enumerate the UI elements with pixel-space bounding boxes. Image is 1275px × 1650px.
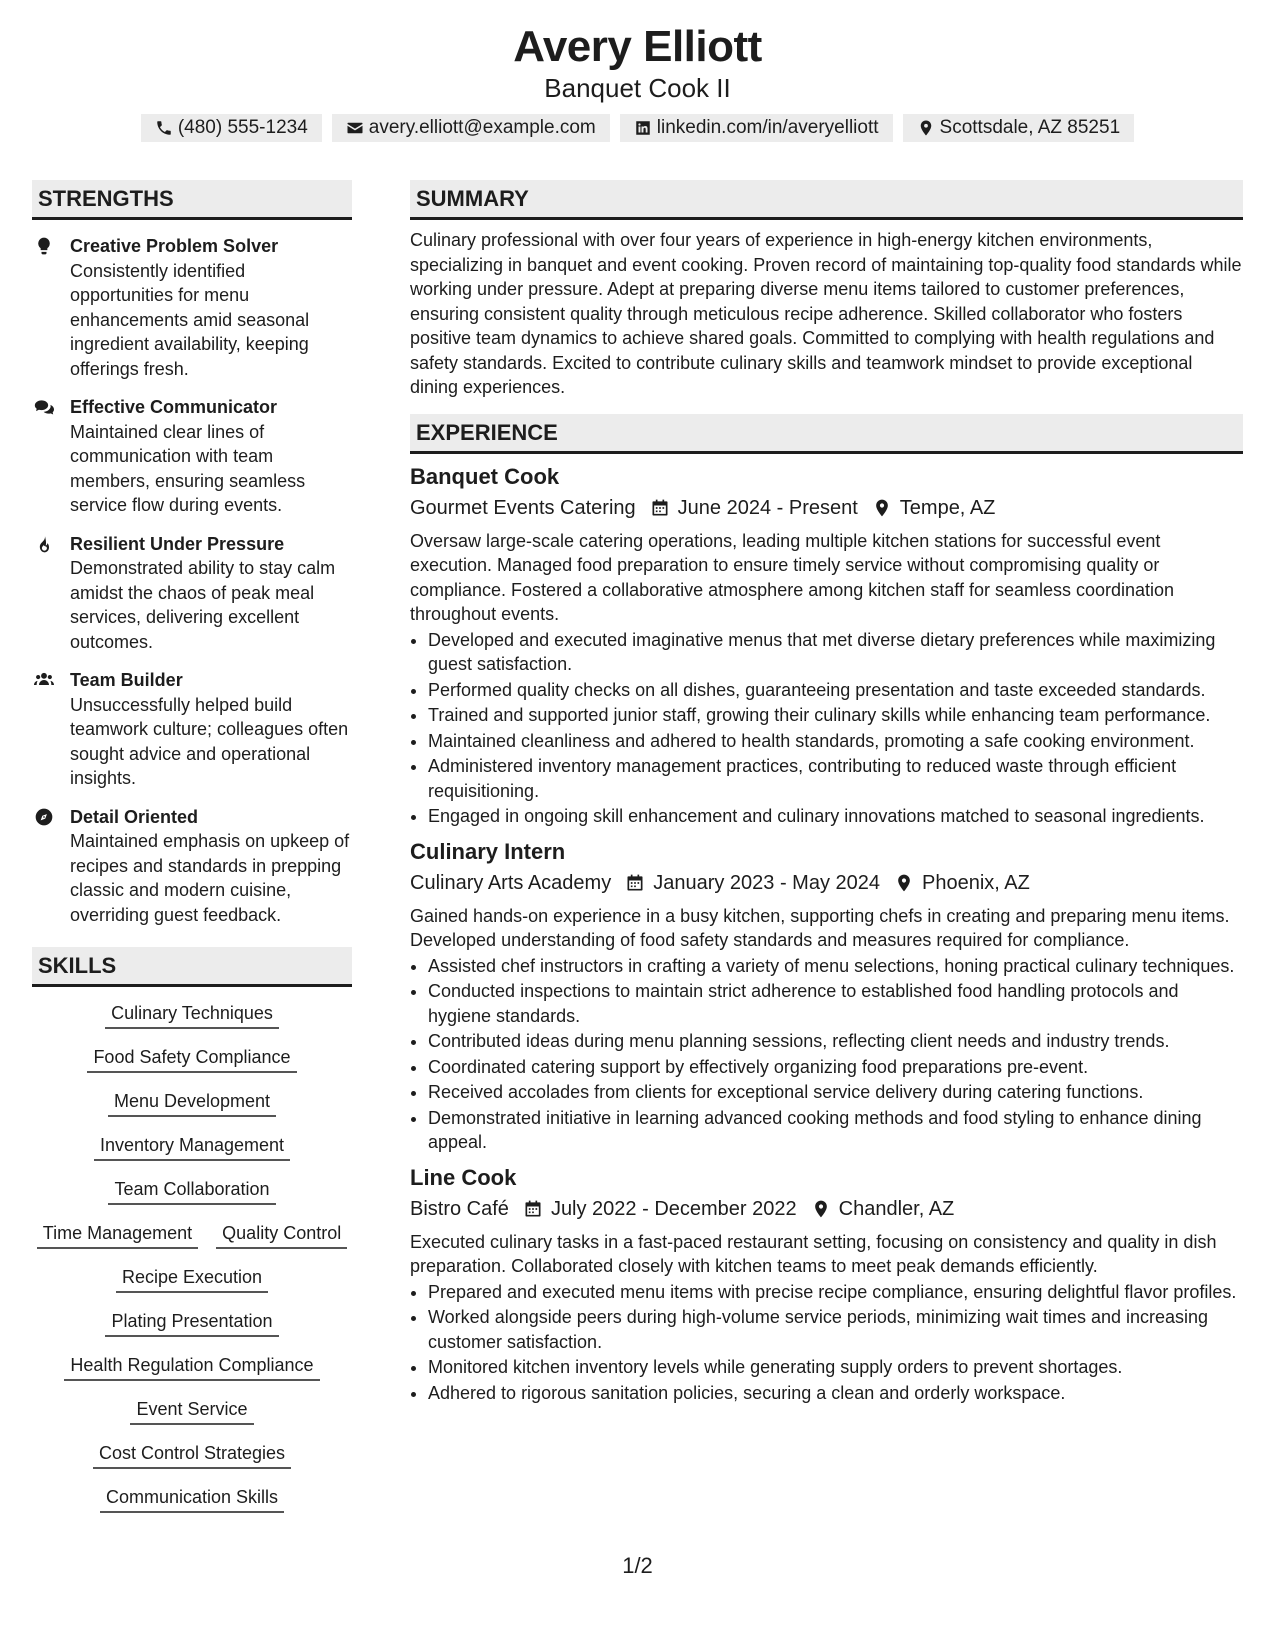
- job-dates: July 2022 - December 2022: [550, 1197, 797, 1220]
- page-number: 1/2: [622, 1553, 653, 1578]
- job-description: Oversaw large-scale catering operations, leading multiple kitchen stations for successful event execution. Managed food preparation to ensure timely service without compromising quality or compliance. Fostered a collaborative atmosphere among kitchen staff for seamless coordination throughout events.: [410, 530, 1175, 624]
- company-name: Culinary Arts Academy: [410, 871, 612, 894]
- strength-item: [32, 395, 352, 518]
- strength-title: Resilient Under Pressure: [70, 533, 285, 554]
- lightbulb-icon: [32, 234, 70, 381]
- job-dates: June 2024 - Present: [677, 496, 858, 519]
- contact-linkedin[interactable]: [620, 114, 893, 142]
- linkedin-icon: [634, 119, 652, 137]
- contact-bar: [0, 114, 1275, 142]
- skill-tag: Plating Presentation: [105, 1307, 278, 1337]
- job-title: Banquet Cook: [410, 463, 560, 489]
- bullet-item: • Worked alongside peers during high-volume service periods, minimizing wait times and increasing customer satisfaction.: [428, 1305, 1243, 1354]
- strength-text: Demonstrated ability to stay calm amidst the chaos of peak meal services, delivering excellent outcomes.: [70, 558, 336, 652]
- job-dates: January 2023 - May 2024: [653, 871, 881, 894]
- job-meta: [410, 1194, 1243, 1224]
- map-pin-icon: [872, 498, 892, 518]
- job-description: Executed culinary tasks in a fast-paced restaurant setting, focusing on consistency and quality in dish preparation. Collaborated closely with kitchen teams to meet peak demands efficiently.: [410, 1231, 1217, 1276]
- bullet-item: • Conducted inspections to maintain strict adherence to established food handling protocols and hygiene standards.: [428, 979, 1243, 1028]
- skill-tag: Team Collaboration: [108, 1175, 275, 1205]
- skill-tag: Recipe Execution: [116, 1263, 268, 1293]
- strength-text: Maintained clear lines of communication with team members, ensuring seamless service flow during events.: [70, 421, 306, 515]
- bullet-item: • Engaged in ongoing skill enhancement and culinary innovations matched to seasonal ingredients.: [428, 804, 1243, 829]
- job-meta: [410, 493, 1243, 523]
- linkedin-text: linkedin.com/in/averyelliott: [656, 117, 879, 138]
- bullet-item: • Maintained cleanliness and adhered to health standards, promoting a safe cooking environment.: [428, 729, 1243, 754]
- phone-text: (480) 555-1234: [177, 117, 308, 138]
- job-entry: [410, 462, 1243, 829]
- phone-icon: [155, 119, 173, 137]
- strength-item: [32, 234, 352, 381]
- job-bullets: [410, 954, 1243, 1155]
- bullet-item: • Assisted chef instructors in crafting a variety of menu selections, honing practical culinary techniques.: [428, 954, 1243, 979]
- contact-location: [903, 114, 1135, 142]
- job-bullets: [410, 628, 1243, 829]
- skill-tag: Food Safety Compliance: [87, 1043, 296, 1073]
- strength-text: Maintained emphasis on upkeep of recipes and standards in prepping classic and modern cuisine, overriding guest feedback.: [70, 831, 350, 925]
- calendar-icon: [625, 873, 645, 893]
- comments-icon: [32, 395, 70, 518]
- job-bullets: [410, 1280, 1243, 1406]
- job-title: Culinary Intern: [410, 838, 566, 864]
- job-title: Line Cook: [410, 1164, 517, 1190]
- bullet-item: • Coordinated catering support by effectively organizing food preparations pre-event.: [428, 1055, 1243, 1080]
- map-pin-icon: [917, 119, 935, 137]
- summary-heading: SUMMARY: [410, 180, 1243, 220]
- job-entry: [410, 837, 1243, 1155]
- skill-tag: Inventory Management: [94, 1131, 290, 1161]
- bullet-item: • Performed quality checks on all dishes, guaranteeing presentation and taste exceeded standards.: [428, 678, 1243, 703]
- summary-text: Culinary professional with over four years of experience in high-energy kitchen environments, specializing in banquet and event cooking. Proven record of maintaining top-quality food standards while working under pressure. Adept at preparing diverse menu items tailored to customer preferences, ensuring consistent quality through meticulous recipe adherence. Skilled collaborator who fosters positive team dynamics to achieve shared goals. Committed to complying with health regulations and safety standards. Excited to contribute culinary skills and teamwork mindset to provide exceptional dining experiences.: [410, 230, 1242, 397]
- calendar-icon: [650, 498, 670, 518]
- strength-title: Creative Problem Solver: [70, 236, 279, 256]
- email-text: avery.elliott@example.com: [368, 117, 596, 138]
- candidate-name: Avery Elliott: [513, 22, 762, 71]
- company-name: Bistro Café: [410, 1197, 509, 1220]
- contact-email[interactable]: [332, 114, 610, 142]
- strength-title: Team Builder: [70, 670, 183, 690]
- bullet-item: • Administered inventory management practices, contributing to reduced waste through efficient requisitioning.: [428, 754, 1243, 803]
- skill-tag: Quality Control: [216, 1219, 347, 1249]
- strength-title: Detail Oriented: [70, 806, 199, 827]
- map-pin-icon: [811, 1199, 831, 1219]
- job-description: Gained hands-on experience in a busy kitchen, supporting chefs in creating and preparing menu items. Developed understanding of food safety standards and measures required for compliance.: [410, 905, 1230, 950]
- strength-title: Effective Communicator: [70, 397, 278, 417]
- skills-heading: SKILLS: [32, 947, 352, 987]
- resume-header: [0, 0, 1275, 142]
- job-location: Tempe, AZ: [899, 496, 996, 519]
- experience-heading: EXPERIENCE: [410, 414, 1243, 454]
- skill-tag: Menu Development: [108, 1087, 276, 1117]
- users-icon: [32, 668, 70, 791]
- fire-icon: [32, 532, 70, 655]
- skill-tag: Event Service: [130, 1395, 253, 1425]
- job-location: Chandler, AZ: [838, 1197, 955, 1220]
- strength-text: Unsuccessfully helped build teamwork culture; colleagues often sought advice and operational insights.: [70, 694, 349, 788]
- location-text: Scottsdale, AZ 85251: [939, 117, 1121, 138]
- skill-tag: Cost Control Strategies: [93, 1439, 291, 1469]
- bullet-item: • Monitored kitchen inventory levels while generating supply orders to prevent shortages.: [428, 1355, 1243, 1380]
- left-column: [32, 180, 352, 1527]
- skill-tag: Communication Skills: [100, 1483, 284, 1513]
- skill-tag: Culinary Techniques: [105, 999, 279, 1029]
- strength-item: [32, 805, 352, 928]
- bullet-item: • Trained and supported junior staff, growing their culinary skills while enhancing team performance.: [428, 703, 1243, 728]
- company-name: Gourmet Events Catering: [410, 496, 636, 519]
- bullet-item: • Developed and executed imaginative menus that met diverse dietary preferences while maximizing guest satisfaction.: [428, 628, 1243, 677]
- strength-text: Consistently identified opportunities for menu enhancements amid seasonal ingredient availability, keeping offerings fresh.: [70, 260, 310, 379]
- strength-item: [32, 668, 352, 791]
- bullet-item: • Contributed ideas during menu planning sessions, reflecting client needs and industry trends.: [428, 1029, 1243, 1054]
- contact-phone[interactable]: [141, 114, 322, 142]
- calendar-icon: [523, 1199, 543, 1219]
- envelope-icon: [346, 119, 364, 137]
- job-meta: [410, 868, 1243, 898]
- bullet-item: • Adhered to rigorous sanitation policies, securing a clean and orderly workspace.: [428, 1381, 1243, 1406]
- right-column: [410, 180, 1243, 1527]
- skills-list: [32, 999, 352, 1513]
- skill-tag: Time Management: [37, 1219, 198, 1249]
- strength-item: [32, 532, 352, 655]
- candidate-title: Banquet Cook II: [544, 73, 731, 103]
- map-pin-icon: [894, 873, 914, 893]
- bullet-item: • Demonstrated initiative in learning advanced cooking methods and food styling to enhance dining appeal.: [428, 1106, 1243, 1155]
- skill-tag: Health Regulation Compliance: [64, 1351, 319, 1381]
- job-entry: [410, 1163, 1243, 1406]
- bullet-item: • Received accolades from clients for exceptional service delivery during catering functions.: [428, 1080, 1243, 1105]
- bullet-item: • Prepared and executed menu items with precise recipe compliance, ensuring delightful flavor profiles.: [428, 1280, 1243, 1305]
- strengths-heading: STRENGTHS: [32, 180, 352, 220]
- job-location: Phoenix, AZ: [922, 871, 1030, 894]
- compass-icon: [32, 805, 70, 928]
